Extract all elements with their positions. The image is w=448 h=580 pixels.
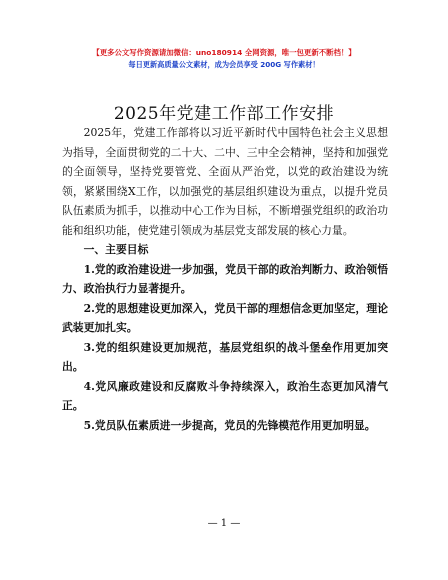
document-body — [62, 123, 388, 435]
section-heading: 一、主要目标 — [83, 243, 149, 256]
promo-banner-line-2: 每日更新高质量公文素材，成为会员享受 200G 写作素材！ — [128, 60, 320, 69]
document-title: 2025年党建工作部工作安排 — [113, 104, 335, 124]
intro-paragraph: 2025年，党建工作部将以习近平新时代中国特色社会主义思想为指导，全面贯彻党的二十大、二中、三中全会精神，坚持和加强党的全面领导，坚持党要管党、全面从严治党，以党的政治建设为统领，紧紧围绕X工作，以加强党的基层组织建设为重点，以提升党员队伍素质为抓手，以推动中心工作为目标，不断增强党组织的政治功能和组织功能，使党建引领成为基层党支部发展的核心力量。 — [62, 126, 388, 237]
goal-item-2: 2.党的思想建设更加深入，党员干部的理想信念更加坚定，理论武装更加扎实。 — [62, 301, 388, 334]
goal-item-3: 3.党的组织建设更加规范，基层党组织的战斗堡垒作用更加突出。 — [62, 340, 388, 373]
promo-banner-line-1: 【更多公文写作资源请加微信：uno180914 全网资源，唯一包更新不断档！】 — [92, 48, 356, 57]
goal-item-4: 4.党风廉政建设和反腐败斗争持续深入，政治生态更加风清气正。 — [62, 379, 388, 412]
page-number: — 1 — — [207, 518, 241, 529]
goal-item-1: 1.党的政治建设进一步加强，党员干部的政治判断力、政治领悟力、政治执行力显著提升。 — [62, 262, 388, 295]
goal-item-5: 5.党员队伍素质进一步提高，党员的先锋模范作用更加明显。 — [83, 418, 376, 432]
